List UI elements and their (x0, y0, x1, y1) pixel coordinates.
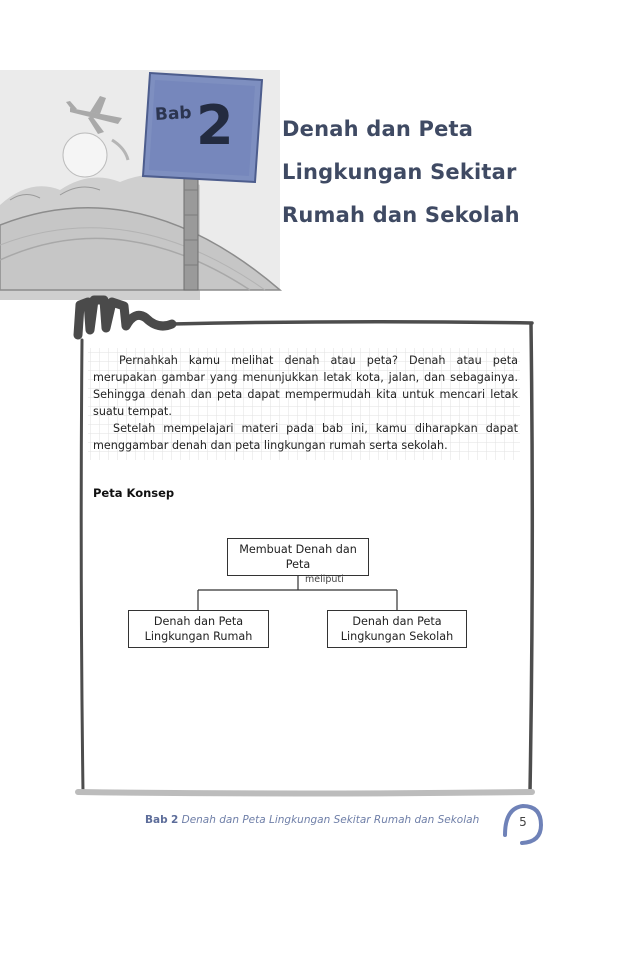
footer-running-title: Denah dan Peta Lingkungan Sekitar Rumah dan Sekolah (181, 814, 480, 826)
frame-left-line (81, 340, 83, 792)
intro-paragraph-2: Setelah mempelajari materi pada bab ini, kamu diharapkan dapat menggambar denah dan peta lingkungan rumah serta sekolah. (93, 422, 518, 452)
chapter-title-line-3: Rumah dan Sekolah (282, 203, 520, 227)
intro-text (93, 352, 518, 454)
signpost-pole (184, 165, 198, 290)
frame-bottom-shadow (78, 792, 532, 794)
page-number: 5 (519, 815, 527, 829)
frame-top-line (172, 322, 532, 324)
chapter-title-line-1: Denah dan Peta (282, 117, 474, 141)
running-footer (145, 814, 479, 826)
footer-chapter-word: Bab (145, 814, 168, 826)
concept-right-box (327, 610, 467, 648)
signboard-chapter-number: 2 (196, 94, 234, 157)
intro-paragraph-1: Pernahkah kamu melihat denah atau peta? Denah atau peta merupakan gambar yang menunjukkan letak kota, jalan, dan sebagainya. Sehingga denah dan peta dapat mempermudah kita untuk mencari letak suatu tempat. (93, 354, 518, 418)
concept-map-heading: Peta Konsep (93, 486, 175, 500)
frame-right-line (530, 324, 532, 792)
concept-left-box (128, 610, 269, 648)
concept-left-label: Denah dan Peta Lingkungan Rumah (144, 615, 253, 643)
footer-chapter-number: 2 (170, 814, 179, 826)
chapter-title-line-2: Lingkungan Sekitar (282, 160, 517, 184)
concept-root-box (227, 538, 369, 576)
signboard-bab-label: Bab (154, 103, 193, 125)
chapter-illustration (0, 0, 300, 300)
concept-right-label: Denah dan Peta Lingkungan Sekolah (340, 615, 454, 643)
scribble-decoration (78, 300, 172, 335)
concept-map-connectors (198, 576, 397, 610)
sun-icon (63, 133, 107, 177)
concept-connector-label: meliputi (305, 574, 344, 585)
concept-root-label: Membuat Denah dan Peta (239, 543, 357, 571)
